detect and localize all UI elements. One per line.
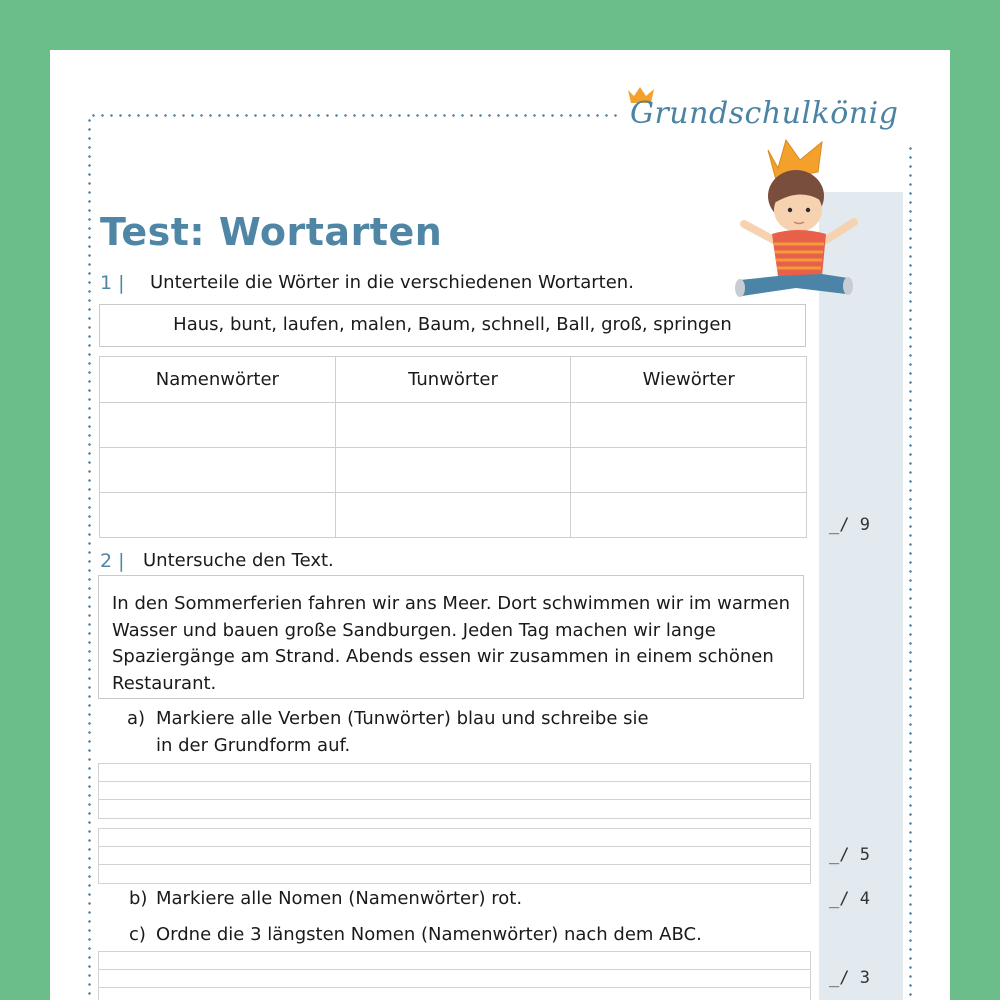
task-2-instruction: Untersuche den Text.	[143, 550, 334, 571]
word-sort-table	[99, 356, 807, 538]
subtask-a-text-line1: Markiere alle Verben (Tunwörter) blau und schreibe sie	[156, 708, 649, 729]
text-line: Spaziergänge am Strand. Abends essen wir zusammen in einem schönen	[112, 646, 774, 667]
writing-lines-a2[interactable]	[98, 828, 811, 884]
subtask-c-text: Ordne die 3 längsten Nomen (Namenwörter) nach dem ABC.	[156, 924, 702, 945]
subtask-b-label: b)	[129, 888, 148, 909]
table-row	[100, 403, 807, 448]
subtask-b-text: Markiere alle Nomen (Namenwörter) rot.	[156, 888, 523, 909]
mascot-boy-illustration	[730, 130, 860, 310]
answer-cell[interactable]	[100, 493, 336, 538]
brand-logo: Grundschulkönig	[630, 96, 899, 131]
answer-cell[interactable]	[335, 403, 571, 448]
task-1-score: _/ 9	[829, 515, 870, 535]
task-1-number: 1 |	[100, 272, 125, 294]
writing-lines-c[interactable]	[98, 951, 811, 1000]
text-line: In den Sommerferien fahren wir ans Meer. Dort schwimmen wir im warmen	[112, 593, 790, 614]
answer-cell[interactable]	[100, 403, 336, 448]
answer-cell[interactable]	[335, 493, 571, 538]
table-row	[100, 448, 807, 493]
subtask-c-score: _/ 3	[829, 968, 870, 988]
column-header-wiewoerter: Wiewörter	[571, 357, 807, 403]
word-list-box: Haus, bunt, laufen, malen, Baum, schnell, Ball, groß, springen	[99, 304, 806, 347]
task-1-instruction: Unterteile die Wörter in die verschiedenen Wortarten.	[150, 272, 634, 293]
page-title: Test: Wortarten	[100, 210, 443, 254]
answer-cell[interactable]	[571, 403, 807, 448]
subtask-a-label: a)	[127, 708, 146, 729]
dotted-border-right	[909, 144, 912, 1000]
worksheet-page	[50, 50, 950, 1000]
subtask-c-label: c)	[129, 924, 146, 945]
reading-text-box	[98, 575, 804, 699]
dotted-border-left	[88, 116, 91, 1000]
subtask-a-text-line2: in der Grundform auf.	[156, 735, 351, 756]
writing-lines-a1[interactable]	[98, 763, 811, 819]
score-column	[819, 192, 903, 1000]
answer-cell[interactable]	[571, 448, 807, 493]
subtask-a-score: _/ 5	[829, 845, 870, 865]
answer-cell[interactable]	[571, 493, 807, 538]
table-row	[100, 493, 807, 538]
task-2-number: 2 |	[100, 550, 125, 572]
answer-cell[interactable]	[100, 448, 336, 493]
dotted-border-top	[89, 114, 620, 117]
text-line: Wasser und bauen große Sandburgen. Jeden Tag machen wir lange	[112, 619, 716, 641]
subtask-b-score: _/ 4	[829, 889, 870, 909]
column-header-namenwoerter: Namenwörter	[100, 357, 336, 403]
answer-cell[interactable]	[335, 448, 571, 493]
text-line: Restaurant.	[112, 672, 217, 694]
column-header-tunwoerter: Tunwörter	[335, 357, 571, 403]
